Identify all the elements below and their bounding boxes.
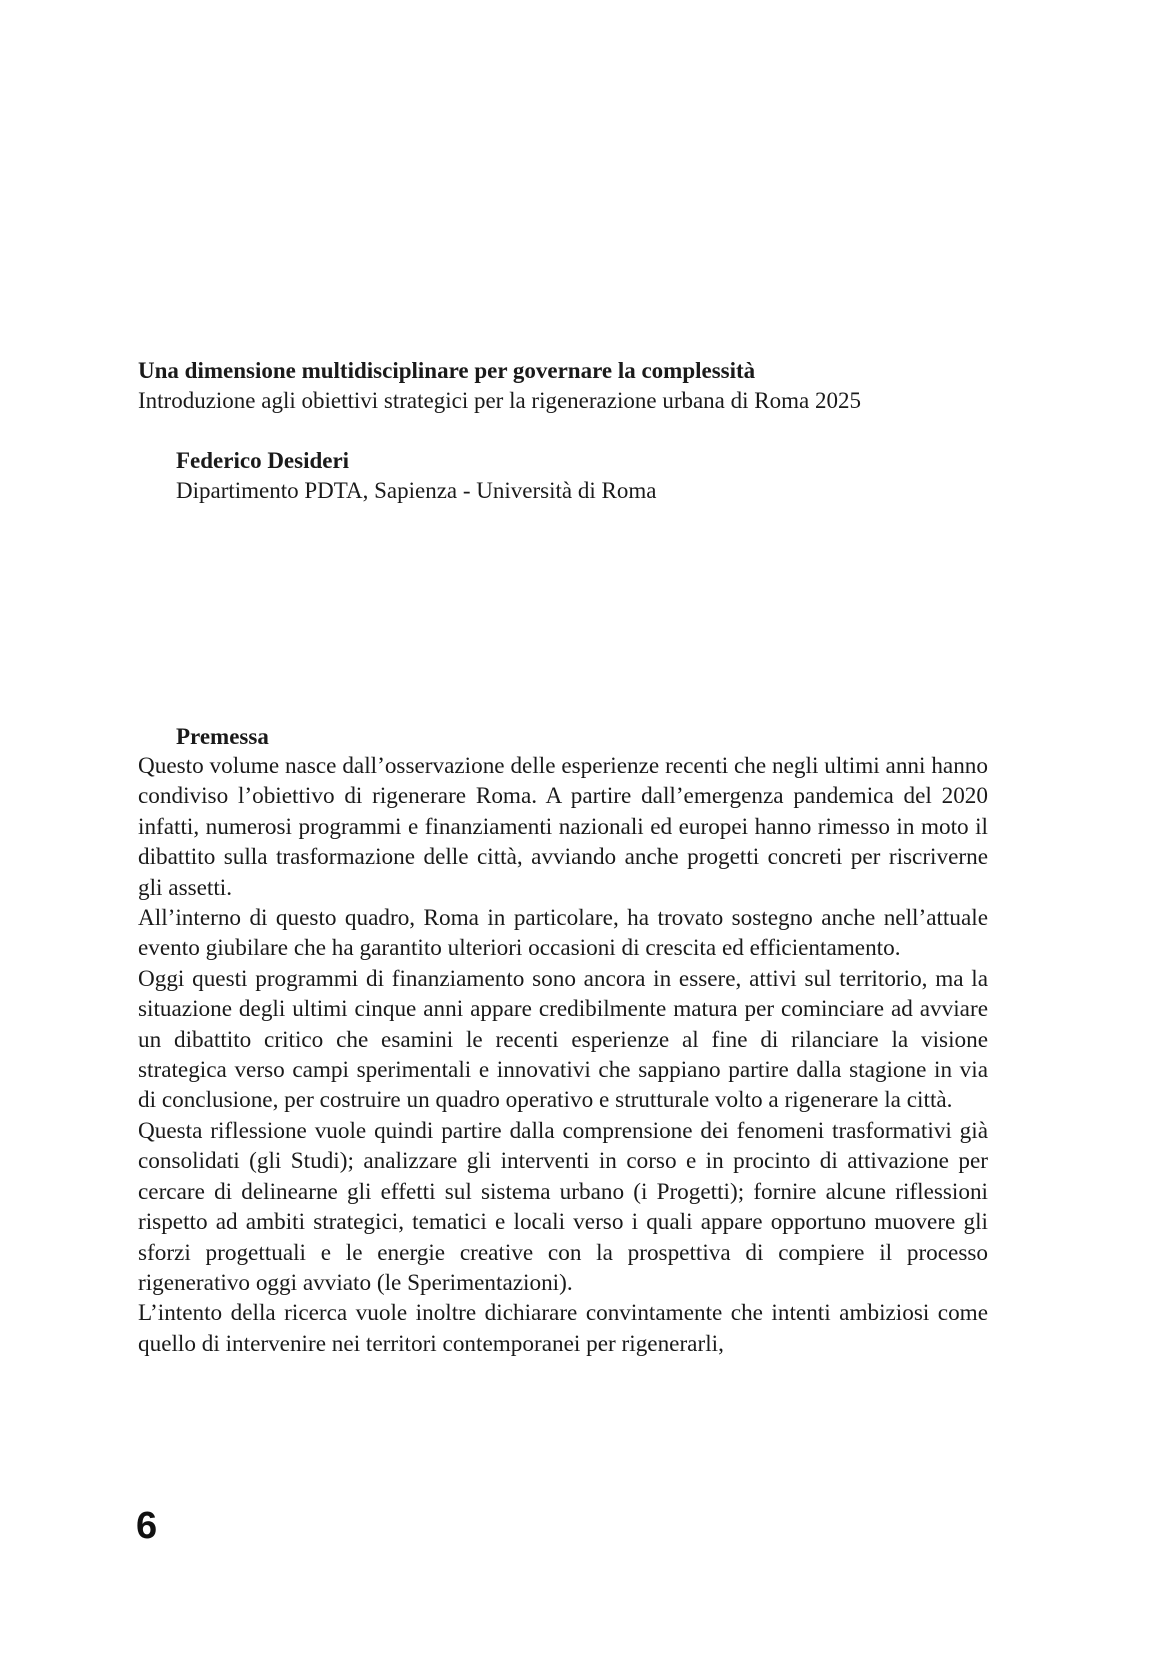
paragraph: Oggi questi programmi di finanziamento sono ancora in essere, attivi sul territorio, ma la situazione degli ultimi cinque anni appare credibilmente matura per cominciare ad avviare un dibattito critico che esamini le recenti esperienze al fine di rilanciare la visione strategica verso campi sperimentali e innovativi che sappiano partire dalla stagione in via di conclusione, per costruire un quadro operativo e strutturale volto a rigenerare la città. <box>138 965 988 1114</box>
page-number: 6 <box>136 1505 158 1547</box>
section-heading: Premessa <box>176 724 269 749</box>
chapter-subtitle: Introduzione agli obiettivi strategici per la rigenerazione urbana di Roma 2025 <box>138 388 861 413</box>
body-text <box>138 751 988 1359</box>
author-affiliation: Dipartimento PDTA, Sapienza - Università di Roma <box>176 478 657 503</box>
paragraph: L’intento della ricerca vuole inoltre dichiarare convintamente che intenti ambiziosi come quello di intervenire nei territori contemporanei per rigenerarli, <box>138 1300 988 1357</box>
paragraph: Questa riflessione vuole quindi partire dalla comprensione dei fenomeni trasformativi già consolidati (gli Studi); analizzare gli interventi in corso e in procinto di attivazione per cercare di delinearne gli effetti sul sistema urbano (i Progetti); fornire alcune riflessioni rispetto ad ambiti strategici, tematici e locali verso i quali appare opportuno muovere gli sforzi progettuali e le energie creative con la prospettiva di compiere il processo rigenerativo oggi avviato (le Sperimentazioni). <box>138 1117 988 1296</box>
author-block <box>176 446 976 506</box>
chapter-title: Una dimensione multidisciplinare per governare la complessità <box>138 358 756 383</box>
paragraph: Questo volume nasce dall’osservazione delle esperienze recenti che negli ultimi anni hanno condiviso l’obiettivo di rigenerare Roma. A partire dall’emergenza pandemica del 2020 infatti, numerosi programmi e finanziamenti nazionali ed europei hanno rimesso in moto il dibattito sulla trasformazione delle città, avviando anche progetti concreti per riscriverne gli assetti. <box>138 753 988 901</box>
paragraph: All’interno di questo quadro, Roma in particolare, ha trovato sostegno anche nell’attuale evento giubilare che ha garantito ulteriori occasioni di crescita ed efficientamento. <box>138 905 988 962</box>
title-block <box>138 356 1018 416</box>
author-name: Federico Desideri <box>176 448 350 473</box>
